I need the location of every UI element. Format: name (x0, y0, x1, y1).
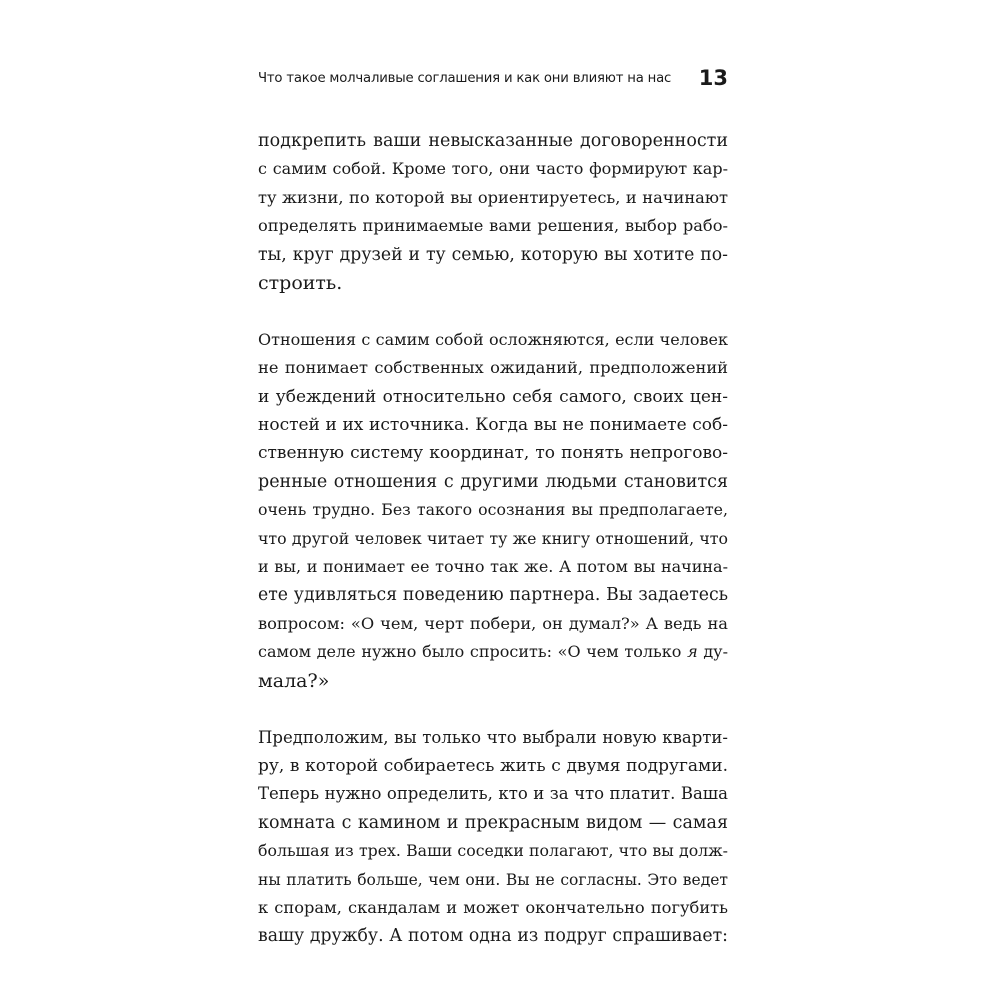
text-line: и вы, и понимает ее точно так же. А потом вы начина- (258, 557, 728, 577)
text-line: определять принимаемые вами решения, выбор рабо- (258, 216, 728, 236)
text-line: Теперь нужно определить, кто и за что платит. Ваша (258, 784, 728, 804)
running-title: Что такое молчаливые соглашения и как они влияют на нас (258, 71, 672, 86)
paragraph-3 (258, 724, 728, 951)
text-line: с самим собой. Кроме того, они часто формируют кар- (258, 159, 728, 179)
running-header (258, 66, 730, 94)
text-line: ственную систему координат, то понять непрогово- (258, 443, 728, 464)
text-line: очень трудно. Без такого осознания вы предполагаете, (258, 500, 728, 520)
text-line: подкрепить ваши невысказанные договоренности (258, 131, 728, 151)
paragraph-1 (258, 127, 728, 297)
text-line: строить. (258, 272, 343, 295)
text-line: не понимает собственных ожиданий, предположений (258, 358, 728, 378)
text-line: ту жизни, по которой вы ориентируетесь, и начинают (258, 187, 728, 207)
body-text (258, 127, 728, 979)
text-line: ты, круг друзей и ту семью, которую вы хотите по- (258, 244, 728, 265)
page-number: 13 (698, 66, 728, 90)
italic-word: я (687, 642, 698, 662)
text-fragment: самом деле нужно было спросить: «О чем только (258, 642, 688, 662)
text-line: большая из трех. Ваши соседки полагают, что вы долж- (258, 841, 728, 861)
text-line: ете удивляться поведению партнера. Вы задаетесь (258, 585, 728, 606)
text-line: комната с камином и прекрасным видом — самая (258, 812, 728, 833)
text-line: вашу дружбу. А потом одна из подруг спрашивает: (258, 926, 728, 947)
text-line: ны платить больше, чем они. Вы не согласны. Это ведет (258, 870, 728, 889)
text-line: вопросом: «О чем, черт побери, он думал?» А ведь на (258, 613, 728, 633)
text-line: ру, в которой собираетесь жить с двумя подругами. (258, 755, 728, 776)
paragraph-2 (258, 326, 728, 695)
text-line-with-italic (258, 638, 728, 666)
text-line: мала?» (258, 669, 330, 692)
text-line: Отношения с самим собой осложняются, если человек (258, 329, 728, 349)
text-fragment: ду- (697, 642, 728, 662)
text-line: Предположим, вы только что выбрали новую кварти- (258, 727, 728, 747)
text-line: что другой человек читает ту же книгу отношений, что (258, 528, 728, 548)
text-line: и убеждений относительно себя самого, своих цен- (258, 386, 728, 407)
text-line: ностей и их источника. Когда вы не понимаете соб- (258, 415, 728, 436)
text-line: ренные отношения с другими людьми становится (258, 471, 728, 492)
text-line: к спорам, скандалам и может окончательно погубить (258, 897, 728, 917)
